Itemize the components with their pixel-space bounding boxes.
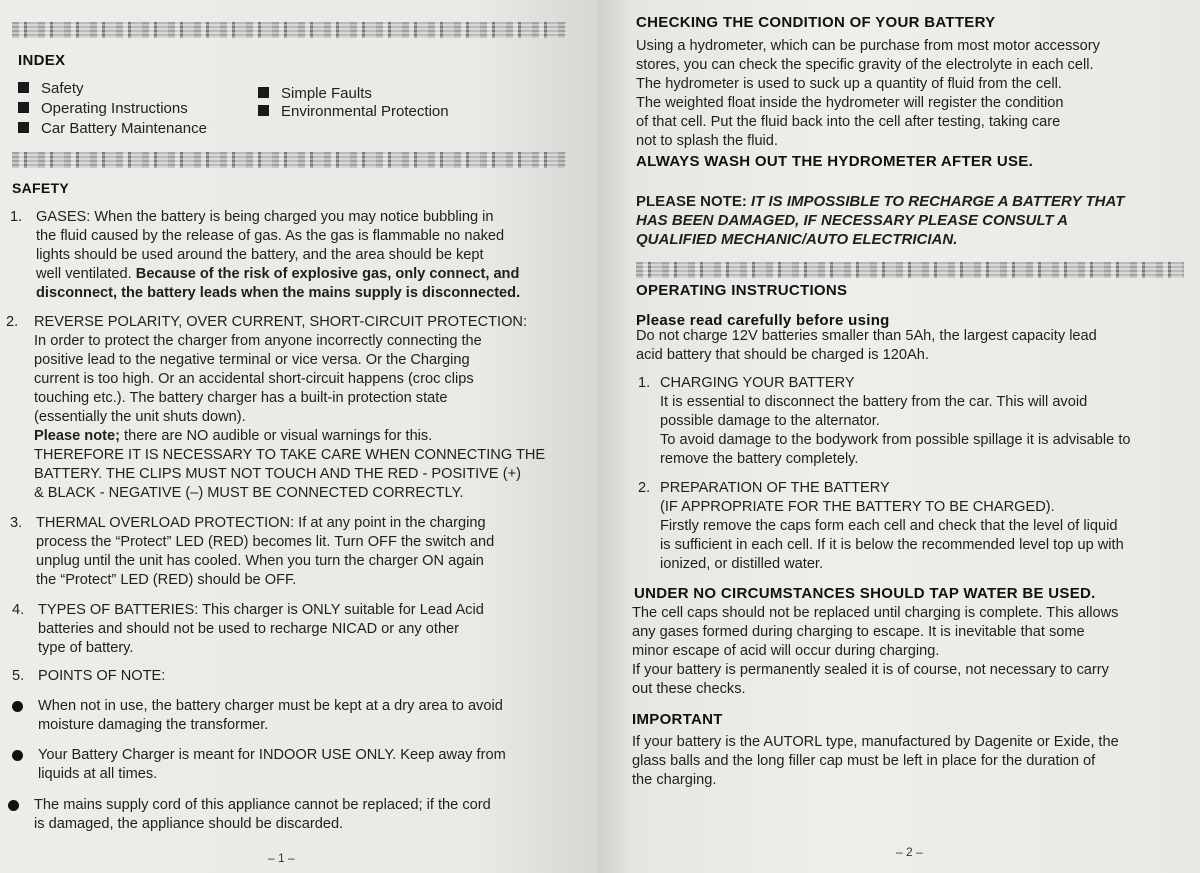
text-line: HAS BEEN DAMAGED, IF NECESSARY PLEASE CONSULT A — [636, 212, 1068, 229]
index-title: INDEX — [18, 52, 66, 69]
page-number: – 2 – — [896, 845, 923, 859]
checking-paragraph — [636, 37, 1100, 151]
wash-out-warning: ALWAYS WASH OUT THE HYDROMETER AFTER USE. — [636, 153, 1034, 170]
text-line: lights should be used around the battery, and the area should be kept — [36, 247, 484, 263]
text-line: (essentially the unit shuts down). — [34, 409, 246, 425]
text-line: The hydrometer is used to suck up a quantity of fluid from the cell. — [636, 76, 1062, 92]
item-number: 4. — [12, 602, 25, 618]
item-number: 2. — [6, 314, 19, 330]
tap-water-warning: UNDER NO CIRCUMSTANCES SHOULD TAP WATER BE USED. — [634, 585, 1096, 602]
index-item-environmental-protection: Environmental Protection — [258, 103, 449, 120]
text-line: Do not charge 12V batteries smaller than 5Ah, the largest capacity lead — [636, 328, 1097, 344]
square-bullet-icon — [18, 82, 29, 93]
please-note-line: Please note; there are NO audible or visual warnings for this. — [34, 428, 433, 444]
text-line: acid battery that should be charged is 120Ah. — [636, 347, 929, 363]
text-line: of that cell. Put the fluid back into the cell after testing, taking care — [636, 114, 1061, 130]
text-line: process the “Protect” LED (RED) becomes lit. Turn OFF the switch and — [36, 534, 495, 550]
safety-item-types-of-batteries — [12, 601, 582, 658]
note-bullet-dry-storage — [12, 697, 582, 735]
text-line: moisture damaging the transformer. — [38, 717, 269, 733]
item-number: 1. — [638, 375, 651, 391]
text-line: If your battery is permanently sealed it is of course, not necessary to carry — [632, 662, 1109, 678]
index-item-operating-instructions: Operating Instructions — [18, 100, 188, 117]
important-title: IMPORTANT — [632, 711, 723, 728]
operating-title: OPERATING INSTRUCTIONS — [636, 282, 848, 299]
text-line: If your battery is the AUTORL type, manufactured by Dagenite or Exide, the — [632, 734, 1119, 750]
text-line: QUALIFIED MECHANIC/AUTO ELECTRICIAN. — [636, 231, 958, 248]
text-line: THERMAL OVERLOAD PROTECTION: If at any point in the charging — [36, 515, 486, 531]
text-line: touching etc.). The battery charger has a built-in protection state — [34, 390, 448, 406]
text-line: The mains supply cord of this appliance cannot be replaced; if the cord — [34, 797, 491, 813]
text-line: the charging. — [632, 772, 717, 788]
text-line: batteries and should not be used to recharge NICAD or any other — [38, 621, 460, 637]
text-line: well ventilated. Because of the risk of explosive gas, only connect, and — [36, 266, 520, 282]
please-note-block — [636, 192, 1124, 249]
item-number: 5. — [12, 668, 25, 684]
text-line: Using a hydrometer, which can be purchase from most motor accessory — [636, 38, 1100, 54]
left-page — [0, 0, 598, 873]
note-bullet-mains-cord — [8, 796, 578, 834]
index-item-safety: Safety — [18, 80, 84, 97]
bold-warning-line: disconnect, the battery leads when the mains supply is disconnected. — [36, 285, 521, 301]
square-bullet-icon — [18, 102, 29, 113]
operating-intro — [636, 327, 1097, 365]
step-charging-your-battery — [638, 374, 1198, 469]
decorative-band-middle — [12, 152, 567, 168]
important-paragraph — [632, 733, 1119, 790]
text-line: GASES: When the battery is being charged you may notice bubbling in — [36, 209, 494, 225]
text-line: possible damage to the alternator. — [660, 413, 880, 429]
text-line: the fluid caused by the release of gas. As the gas is flammable no naked — [36, 228, 505, 244]
text-line: To avoid damage to the bodywork from possible spillage it is advisable to — [660, 432, 1131, 448]
text-line: minor escape of acid will occur during charging. — [632, 643, 940, 659]
square-bullet-icon — [18, 122, 29, 133]
text-line: current is too high. Or an accidental short-circuit happens (croc clips — [34, 371, 474, 387]
text-line: type of battery. — [38, 640, 134, 656]
text-line: is sufficient in each cell. If it is below the recommended level top up with — [660, 537, 1124, 553]
index-item-car-battery-maintenance: Car Battery Maintenance — [18, 120, 207, 137]
text-line: THEREFORE IT IS NECESSARY TO TAKE CARE WHEN CONNECTING THE — [34, 447, 546, 463]
text-line: It is essential to disconnect the battery from the car. This will avoid — [660, 394, 1088, 410]
round-bullet-icon — [12, 701, 23, 712]
text-line: not to splash the fluid. — [636, 133, 778, 149]
text-line: any gases formed during charging to escape. It is inevitable that some — [632, 624, 1085, 640]
text-line: The cell caps should not be replaced until charging is complete. This allows — [632, 605, 1119, 621]
square-bullet-icon — [258, 105, 269, 116]
text-line: out these checks. — [632, 681, 746, 697]
checking-title: CHECKING THE CONDITION OF YOUR BATTERY — [636, 14, 996, 31]
text-line: CHARGING YOUR BATTERY — [660, 375, 855, 391]
round-bullet-icon — [8, 800, 19, 811]
text-line: is damaged, the appliance should be discarded. — [34, 816, 344, 832]
text-line: & BLACK - NEGATIVE (–) MUST BE CONNECTED CORRECTLY. — [34, 485, 464, 501]
safety-title: SAFETY — [12, 180, 70, 196]
text-line: the “Protect” LED (RED) should be OFF. — [36, 572, 297, 588]
text-line: IT IS IMPOSSIBLE TO RECHARGE A BATTERY THAT — [751, 193, 1125, 210]
step-preparation-of-battery — [638, 479, 1198, 574]
page-number: – 1 – — [268, 851, 295, 865]
safety-item-gases — [10, 208, 580, 303]
decorative-band-top — [12, 22, 567, 38]
text-line: Firstly remove the caps form each cell and check that the level of liquid — [660, 518, 1118, 534]
text-line: positive lead to the negative terminal or vice versa. Or the Charging — [34, 352, 470, 368]
text-line: In order to protect the charger from anyone incorrectly connecting the — [34, 333, 482, 349]
cell-caps-paragraph — [632, 604, 1118, 699]
safety-item-points-of-note — [12, 667, 582, 686]
safety-item-reverse-polarity — [6, 313, 576, 503]
decorative-band-right — [636, 262, 1184, 278]
text-line: liquids at all times. — [38, 766, 158, 782]
text-line: POINTS OF NOTE: — [38, 668, 166, 684]
text-line: remove the battery completely. — [660, 451, 859, 467]
please-note-label: PLEASE NOTE: — [636, 193, 752, 210]
item-number: 3. — [10, 515, 23, 531]
text-line: The weighted float inside the hydrometer will register the condition — [636, 95, 1064, 111]
text-line: Your Battery Charger is meant for INDOOR USE ONLY. Keep away from — [38, 747, 506, 763]
right-page — [598, 0, 1200, 873]
item-number: 1. — [10, 209, 23, 225]
safety-item-thermal-overload — [10, 514, 580, 590]
index-item-simple-faults: Simple Faults — [258, 85, 372, 102]
note-bullet-indoor-use — [12, 746, 582, 784]
text-line: unplug until the unit has cooled. When you turn the charger ON again — [36, 553, 484, 569]
text-line: TYPES OF BATTERIES: This charger is ONLY suitable for Lead Acid — [38, 602, 484, 618]
round-bullet-icon — [12, 750, 23, 761]
text-line: When not in use, the battery charger must be kept at a dry area to avoid — [38, 698, 503, 714]
read-carefully-heading: Please read carefully before using — [636, 312, 890, 329]
text-line: stores, you can check the specific gravity of the electrolyte in each cell. — [636, 57, 1094, 73]
text-line: ionized, or distilled water. — [660, 556, 824, 572]
text-line: PREPARATION OF THE BATTERY — [660, 480, 890, 496]
square-bullet-icon — [258, 87, 269, 98]
item-number: 2. — [638, 480, 651, 496]
text-line: (IF APPROPRIATE FOR THE BATTERY TO BE CHARGED). — [660, 499, 1055, 515]
text-line: glass balls and the long filler cap must be left in place for the duration of — [632, 753, 1096, 769]
text-line: REVERSE POLARITY, OVER CURRENT, SHORT-CIRCUIT PROTECTION: — [34, 314, 528, 330]
text-line: BATTERY. THE CLIPS MUST NOT TOUCH AND THE RED - POSITIVE (+) — [34, 466, 521, 482]
